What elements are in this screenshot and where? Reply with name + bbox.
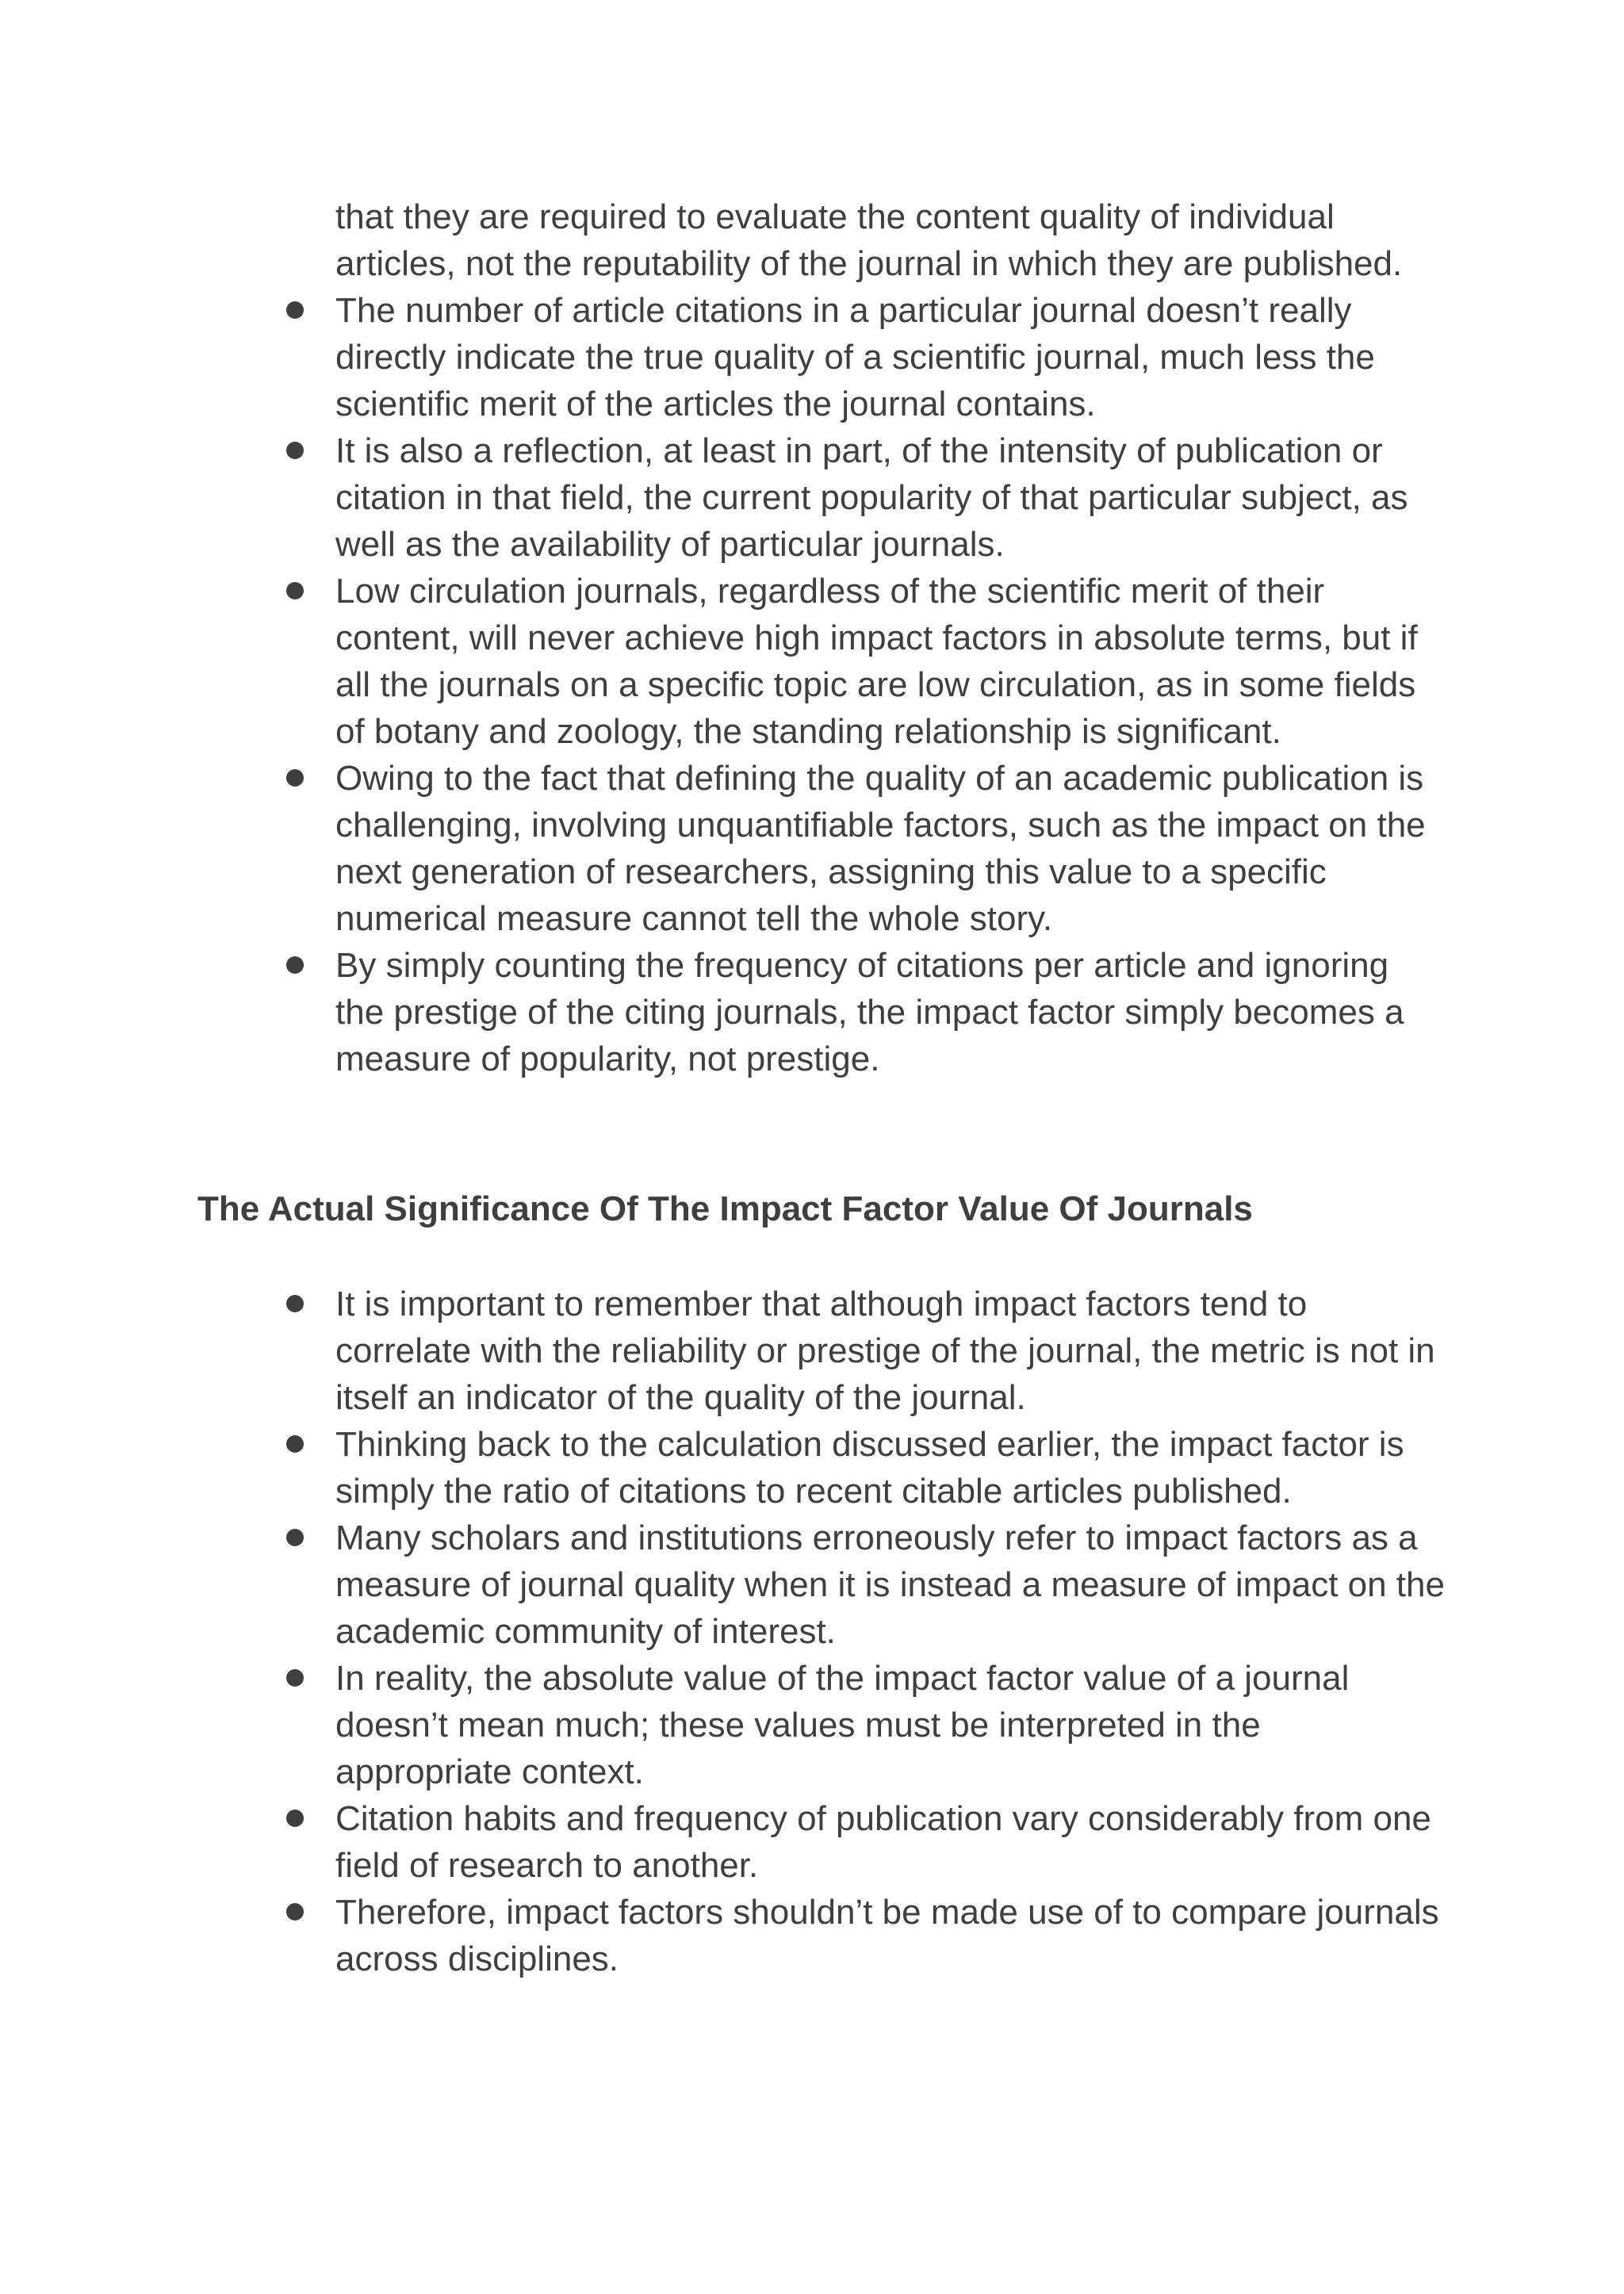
bullet-icon (286, 1669, 304, 1687)
list-item-text: Owing to the fact that defining the quality of an academic publication is challenging, involving unquantifiable factors, such as the impact on the next generation of researchers, assigning this value to a specific numerical measure cannot tell the whole story. (335, 759, 1426, 938)
list-item (0, 1281, 1446, 1421)
list-item-text: Thinking back to the calculation discussed earlier, the impact factor is simply the ratio of citations to recent citable articles published. (335, 1425, 1404, 1511)
bullet-icon (286, 1295, 304, 1312)
list-item-text: In reality, the absolute value of the impact factor value of a journal doesn’t mean much; these values must be interpreted in the appropriate context. (335, 1659, 1350, 1791)
bullet-icon (286, 442, 304, 459)
bullet-list-significance (0, 1281, 1624, 1982)
list-item-text: Low circulation journals, regardless of the scientific merit of their content, will never achieve high impact factors in absolute terms, but if all the journals on a specific topic are low circulation, as in some fields of botany and zoology, the standing relationship is significant. (335, 572, 1418, 751)
bullet-icon (286, 956, 304, 974)
bullet-icon (286, 301, 304, 319)
bullet-icon (286, 769, 304, 787)
list-item (0, 1655, 1446, 1795)
bullet-list-limitations (0, 287, 1624, 1082)
list-item-text: It is important to remember that although impact factors tend to correlate with the reliability or prestige of the journal, the metric is not in itself an indicator of the quality of the journal. (335, 1285, 1435, 1417)
list-item (0, 427, 1446, 568)
bullet-icon (286, 1435, 304, 1453)
list-item (0, 1889, 1446, 1982)
list-item (0, 1515, 1446, 1655)
list-item-text: It is also a reflection, at least in part, of the intensity of publication or citation in that field, the current popularity of that particular subject, as well as the availability of particular journals. (335, 431, 1408, 564)
list-item (0, 1421, 1446, 1515)
list-item (0, 568, 1446, 755)
list-item-text: Therefore, impact factors shouldn’t be made use of to compare journals across disciplines. (335, 1893, 1439, 1978)
continuation-paragraph: that they are required to evaluate the content quality of individual articles, not the reputability of the journal in which they are published. (335, 197, 1403, 283)
section-heading: The Actual Significance Of The Impact Factor Value Of Journals (197, 1189, 1253, 1228)
bullet-icon (286, 1810, 304, 1827)
list-item-text: Many scholars and institutions erroneously refer to impact factors as a measure of journal quality when it is instead a measure of impact on the academic community of interest. (335, 1518, 1445, 1651)
bullet-icon (286, 1529, 304, 1546)
list-item-text: The number of article citations in a particular journal doesn’t really directly indicate the true quality of a scientific journal, much less the scientific merit of the articles the journal contains. (335, 291, 1375, 423)
list-item-text: By simply counting the frequency of citations per article and ignoring the prestige of the citing journals, the impact factor simply becomes a measure of popularity, not prestige. (335, 946, 1404, 1078)
list-item (0, 755, 1446, 942)
bullet-icon (286, 582, 304, 599)
list-item-text: Citation habits and frequency of publication vary considerably from one field of research to another. (335, 1799, 1431, 1885)
bullet-icon (286, 1903, 304, 1921)
list-item (0, 942, 1446, 1082)
list-item (0, 1795, 1446, 1889)
list-item (0, 287, 1446, 427)
